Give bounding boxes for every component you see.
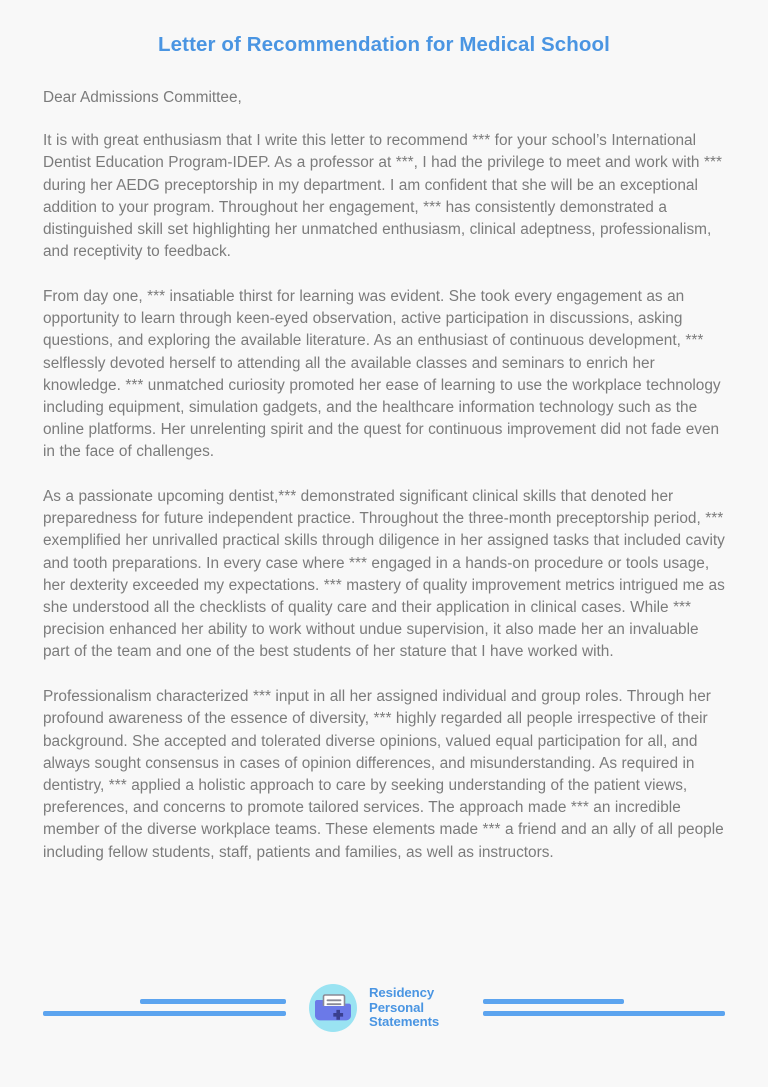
letter-paragraph-4: Professionalism characterized *** input in all her assigned individual and group roles. Through her profound awareness of the essence of diversity, *** highly regarded all people irrespective of their background. She accepted and tolerated diverse opinions, valued equal participation for all, and always sought consensus in cases of opinion differences, and misunderstanding. As required in dentistry, *** applied a holistic approach to care by seeking understanding of the patient views, preferences, and concerns to promote tailored services. The approach made *** an incredible member of the diverse workplace teams. These elements made *** a friend and an ally of all people including fellow students, staff, patients and families, as well as instructors.	[43, 688, 724, 861]
footer-divider-left-top	[140, 999, 286, 1004]
letter-body	[43, 87, 725, 864]
brand-name-line-2: Personal	[369, 999, 424, 1015]
page-title: Letter of Recommendation for Medical School	[158, 33, 610, 56]
footer-divider-right-bottom	[483, 1011, 725, 1016]
salutation: Dear Admissions Committee,	[43, 89, 242, 106]
brand-name-line-1: Residency	[369, 985, 435, 1001]
footer-divider-left-bottom	[43, 1011, 286, 1016]
brand-logo	[306, 973, 464, 1043]
footer	[0, 973, 768, 1043]
brand-name	[369, 986, 439, 1030]
brand-name-line-3: Statements	[369, 1014, 440, 1030]
folder-document-medical-cross-icon	[306, 981, 360, 1035]
letter-paragraph-3: As a passionate upcoming dentist,*** demonstrated significant clinical skills that denoted her preparedness for future independent practice. Throughout the three-month preceptorship period, *** exemplified her unrivalled practical skills through diligence in her assigned tasks that included cavity and tooth preparations. In every case where *** engaged in a hands-on procedure or tools usage, her dexterity exceeded my expectations. *** mastery of quality improvement metrics intrigued me as she understood all the checklists of quality care and their application in clinical cases. While *** precision enhanced her ability to work without undue supervision, it also made her an invaluable part of the team and one of the best students of her stature that I have worked with.	[43, 488, 725, 661]
letter-paragraph-1: It is with great enthusiasm that I write this letter to recommend *** for your school’s International Dentist Education Program-IDEP. As a professor at ***, I had the privilege to meet and work with *** during her AEDG preceptorship in my department. I am confident that she will be an exceptional addition to your program. Throughout her engagement, *** has consistently demonstrated a distinguished skill set highlighting her unmatched enthusiasm, clinical adeptness, professionalism, and receptivity to feedback.	[43, 132, 722, 261]
footer-divider-right-top	[483, 999, 624, 1004]
letter-paragraph-2: From day one, *** insatiable thirst for learning was evident. She took every engagement as an opportunity to learn through keen-eyed observation, active participation in discussions, asking questions, and exploring the available literature. As an enthusiast of continuous development, *** selflessly devoted herself to attending all the available classes and seminars to enrich her knowledge. *** unmatched curiosity promoted her ease of learning to use the workplace technology including equipment, simulation gadgets, and the healthcare information technology such as the online platforms. Her unrelenting spirit and the quest for continuous improvement did not fade even in the face of challenges.	[43, 287, 721, 461]
